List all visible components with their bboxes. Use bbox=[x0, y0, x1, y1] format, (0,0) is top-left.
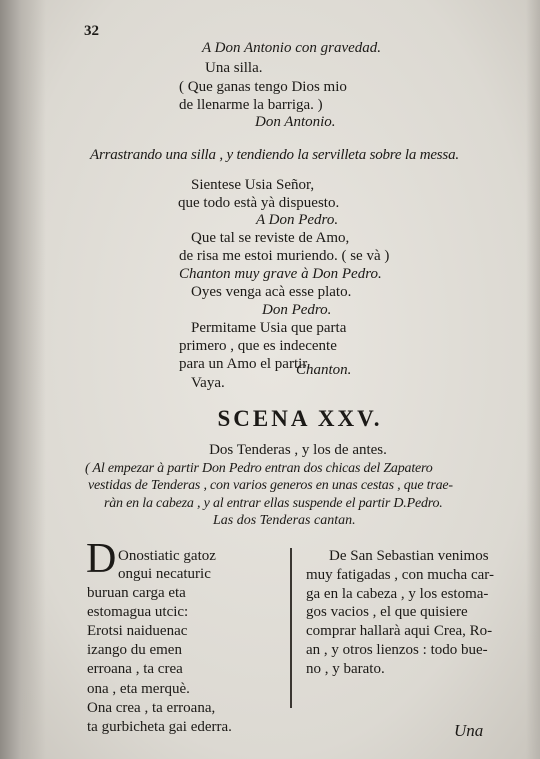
stage-cue: Chanton muy grave à Don Pedro. bbox=[179, 266, 382, 282]
dialogue-line: de llenarme la barriga. ) bbox=[179, 97, 323, 113]
verse-line: Onostiatic gatoz bbox=[118, 548, 216, 564]
verse-line: no , y barato. bbox=[306, 661, 385, 677]
dialogue-line: primero , que es indecente bbox=[179, 338, 337, 354]
verse-line: muy fatigadas , con mucha car- bbox=[306, 567, 494, 583]
verse-line: ongui necaturic bbox=[118, 566, 211, 582]
verse-line: izango du emen bbox=[87, 642, 182, 658]
stage-cue: A Don Antonio con gravedad. bbox=[202, 40, 382, 56]
dialogue-line: Sientese Usia Señor, bbox=[191, 177, 315, 193]
dialogue-line: Una silla. bbox=[205, 60, 263, 76]
stage-direction: Arrastrando una silla , y tendiendo la servilleta sobre la messa. bbox=[90, 147, 459, 163]
speaker-name: Don Antonio. bbox=[255, 114, 336, 130]
dialogue-line: de risa me estoi muriendo. ( se và ) bbox=[179, 248, 390, 264]
stage-direction: ( Al empezar à partir Don Pedro entran dos chicas del Zapatero bbox=[85, 461, 433, 476]
verse-line: De San Sebastian venimos bbox=[329, 548, 489, 564]
catchword: Una bbox=[454, 721, 484, 740]
page-number: 32 bbox=[84, 23, 99, 39]
dialogue-line: Vaya. bbox=[191, 375, 225, 391]
verse-line: an , y otros lienzos : todo bue- bbox=[306, 642, 488, 658]
dialogue-line: que todo està yà dispuesto. bbox=[178, 195, 340, 211]
page-edge-shadow bbox=[526, 0, 540, 759]
dialogue-line: para un Amo el partir. bbox=[179, 356, 311, 372]
dialogue-line: ( Que ganas tengo Dios mio bbox=[179, 79, 347, 95]
stage-direction: ràn en la cabeza , y al entrar ellas suspende el partir D.Pedro. bbox=[104, 496, 443, 511]
speaker-name: Chanton. bbox=[296, 362, 352, 378]
speaker-name: A Don Pedro. bbox=[256, 212, 339, 228]
scene-title: SCENA XXV. bbox=[217, 406, 383, 431]
stage-direction: vestidas de Tenderas , con varios generos en unas cestas , que trae- bbox=[88, 478, 453, 493]
dialogue-line: Oyes venga acà esse plato. bbox=[191, 284, 352, 300]
verse-line: ona , eta merquè. bbox=[87, 681, 190, 697]
speaker-name: Don Pedro. bbox=[262, 302, 332, 318]
drop-cap: D bbox=[86, 536, 117, 582]
verse-line: Erotsi naiduenac bbox=[87, 623, 188, 639]
verse-line: ga en la cabeza , y los estoma- bbox=[306, 586, 489, 602]
verse-line: comprar hallarà aqui Crea, Ro- bbox=[306, 623, 493, 639]
dialogue-line: Que tal se reviste de Amo, bbox=[191, 230, 350, 246]
verse-line: erroana , ta crea bbox=[87, 661, 183, 677]
verse-line: gos vacios , el que quisiere bbox=[306, 604, 468, 620]
dialogue-line: Permitame Usia que parta bbox=[191, 320, 347, 336]
verse-line: Ona crea , ta erroana, bbox=[87, 700, 216, 716]
verse-line: buruan carga eta bbox=[87, 585, 186, 601]
verse-line: estomagua utcic: bbox=[87, 604, 189, 620]
scene-characters: Dos Tenderas , y los de antes. bbox=[209, 442, 387, 458]
column-divider bbox=[290, 548, 292, 708]
stage-direction: Las dos Tenderas cantan. bbox=[213, 513, 356, 528]
page-gutter-shadow bbox=[0, 0, 46, 759]
verse-line: ta gurbicheta gai ederra. bbox=[87, 719, 232, 735]
